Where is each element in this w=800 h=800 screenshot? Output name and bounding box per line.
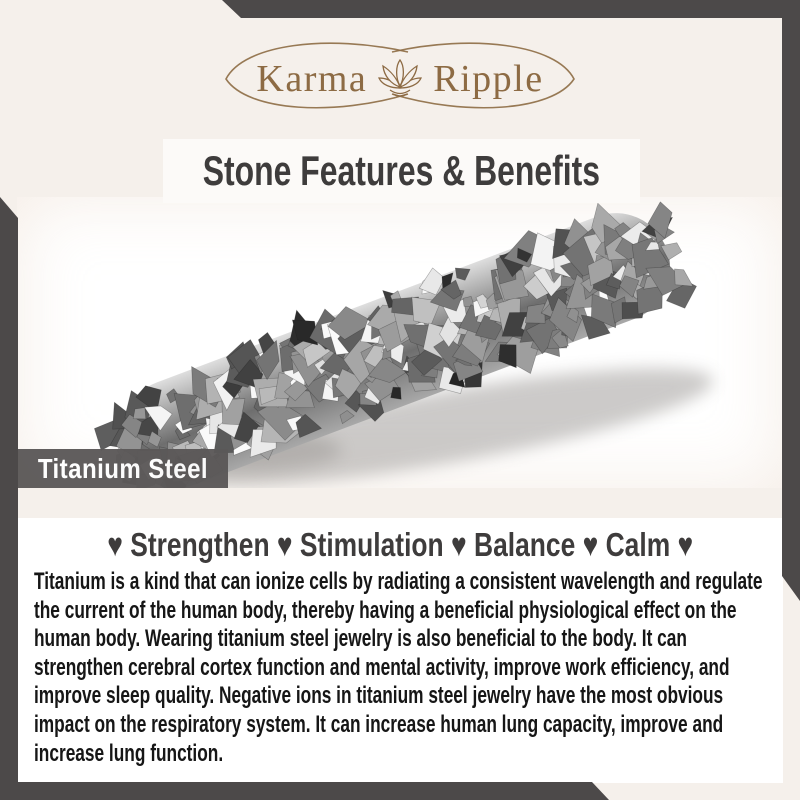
frame-bottom [0,782,800,800]
benefits-description: Titanium is a kind that can ionize cells by radiating a consistent wavelength and regulate the current of the human body, thereby having a beneficial physiological effect on the human body. Wearing titanium steel jewelry is also beneficial to the body. It can strengthen cerebral cortex function and mental activity, improve work efficiency, and improve sleep quality. Negative ions in titanium steel jewelry have the most obvious impact on the respiratory system. It can increase human lung capacity, improve and increase lung function. [34,568,763,767]
section-title: Stone Features & Benefits [202,147,601,194]
benefits-headline-text: ♥ Strengthen ♥ Stimulation ♥ Balance ♥ Calm ♥ [107,526,693,563]
brand-word-ripple: Ripple [433,58,544,100]
crystal-bar-illustration [17,197,783,488]
product-label [17,449,228,488]
brand-logo-row [0,36,800,122]
product-photo [17,197,783,488]
section-title-bar [163,139,640,203]
brand-logo [0,36,800,122]
product-label-text: Titanium Steel [37,452,208,484]
brand-word-karma: Karma [256,58,368,100]
frame-left [0,197,18,800]
benefits-panel [17,518,783,783]
frame-right [782,0,800,601]
frame-top [0,0,800,18]
lotus-icon [377,57,423,101]
benefits-headline [17,526,783,564]
